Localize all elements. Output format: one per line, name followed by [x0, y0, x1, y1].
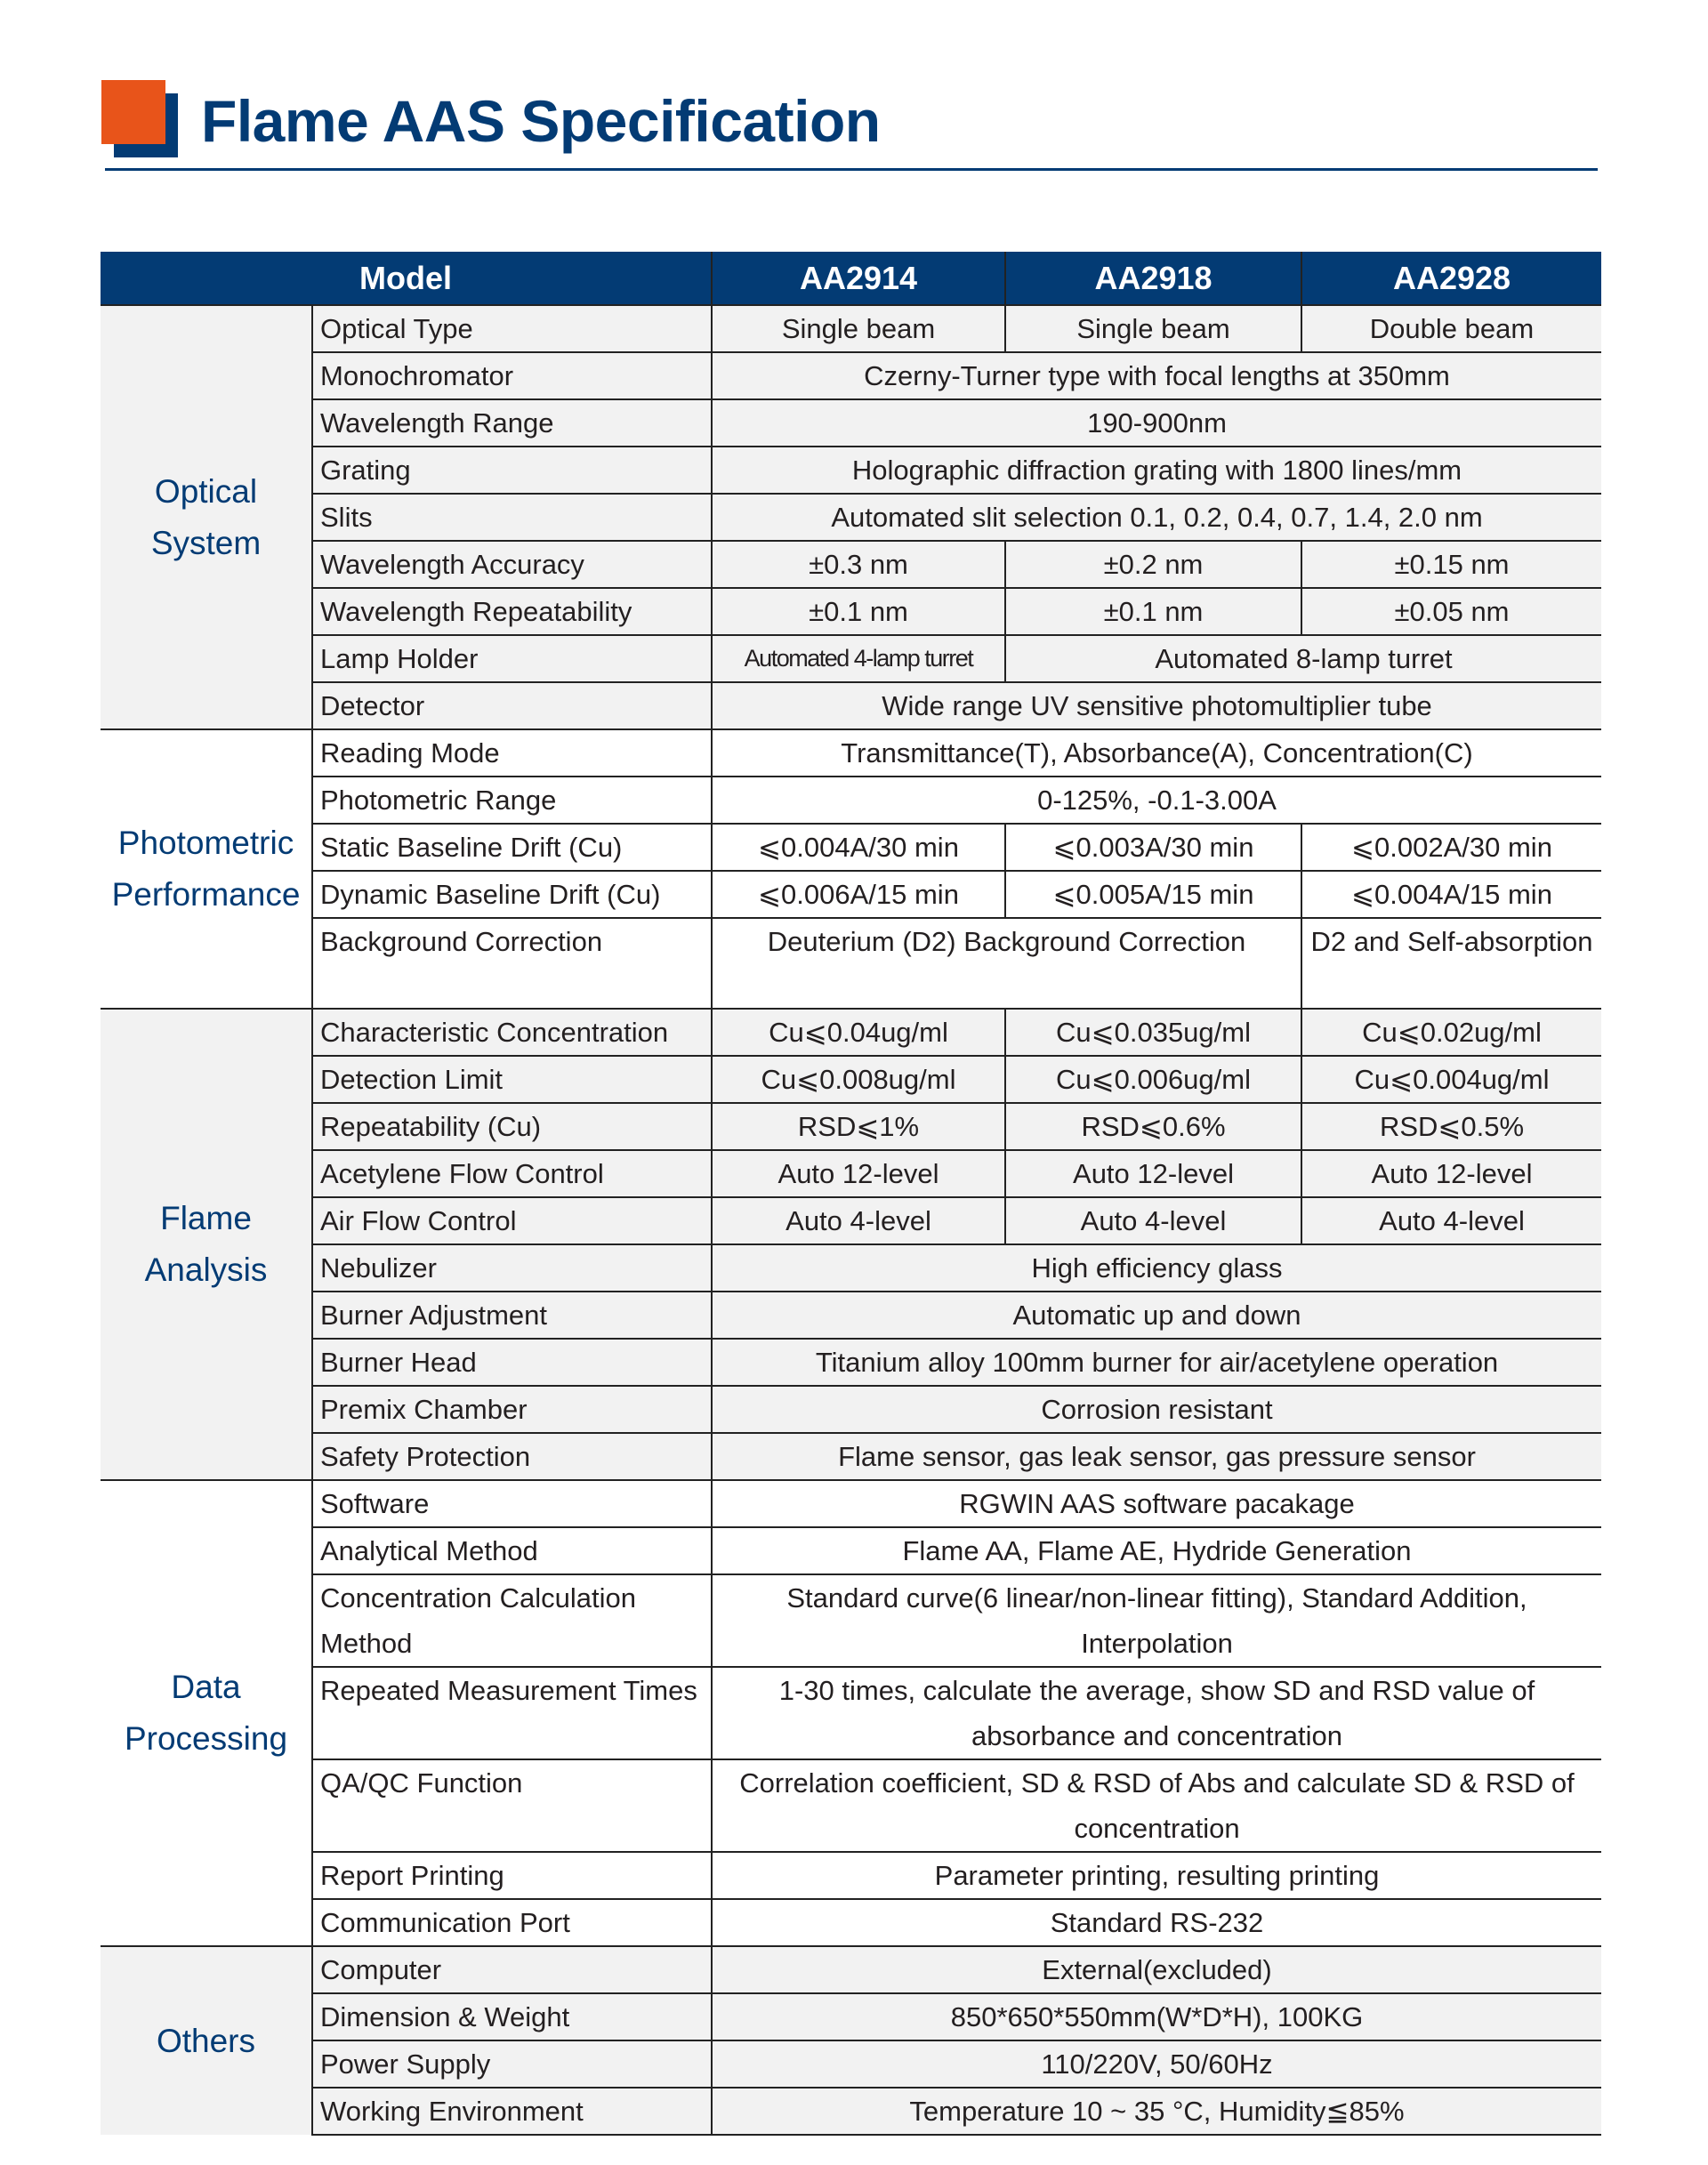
- table-row: [101, 1386, 1601, 1433]
- table-row: [101, 871, 1601, 918]
- section-label: Flame Analysis: [101, 1009, 312, 1480]
- table-header-row: [101, 252, 1601, 305]
- spec-value: Correlation coefficient, SD & RSD of Abs and calculate SD & RSD of concentration: [712, 1759, 1601, 1852]
- spec-value: Flame sensor, gas leak sensor, gas pressure sensor: [712, 1433, 1601, 1480]
- table-row: [101, 918, 1601, 1009]
- spec-label: Concentration Calculation Method: [312, 1574, 712, 1667]
- spec-label: Monochromator: [312, 352, 712, 399]
- spec-value: 110/220V, 50/60Hz: [712, 2040, 1601, 2088]
- spec-value: Single beam: [1005, 305, 1301, 352]
- spec-value: Flame AA, Flame AE, Hydride Generation: [712, 1527, 1601, 1574]
- spec-label: Nebulizer: [312, 1244, 712, 1292]
- table-row: [101, 541, 1601, 588]
- page-title: Flame AAS Specification: [201, 88, 881, 154]
- spec-label: Premix Chamber: [312, 1386, 712, 1433]
- spec-label: Wavelength Range: [312, 399, 712, 447]
- spec-value: ⩽0.003A/30 min: [1005, 824, 1301, 871]
- spec-value: Single beam: [712, 305, 1005, 352]
- header-model: Model: [101, 252, 712, 305]
- spec-label: Detector: [312, 682, 712, 729]
- table-row: [101, 305, 1601, 352]
- table-row: [101, 1946, 1601, 1993]
- spec-value: ⩽0.006A/15 min: [712, 871, 1005, 918]
- spec-label: Communication Port: [312, 1899, 712, 1946]
- table-row: [101, 1103, 1601, 1150]
- spec-value: Temperature 10 ~ 35 °C, Humidity≦85%: [712, 2088, 1601, 2135]
- spec-value: Corrosion resistant: [712, 1386, 1601, 1433]
- table-row: [101, 494, 1601, 541]
- spec-label: Dynamic Baseline Drift (Cu): [312, 871, 712, 918]
- table-row: [101, 1244, 1601, 1292]
- spec-value: RSD⩽0.6%: [1005, 1103, 1301, 1150]
- spec-value: Automated slit selection 0.1, 0.2, 0.4, 0.7, 1.4, 2.0 nm: [712, 494, 1601, 541]
- title-logo-icon: [101, 80, 178, 157]
- section-label: Photometric Performance: [101, 729, 312, 1009]
- table-row: [101, 824, 1601, 871]
- spec-value: 1-30 times, calculate the average, show SD and RSD value of absorbance and concentration: [712, 1667, 1601, 1759]
- spec-value: Wide range UV sensitive photomultiplier tube: [712, 682, 1601, 729]
- spec-label: Repeatability (Cu): [312, 1103, 712, 1150]
- spec-value: Holographic diffraction grating with 1800 lines/mm: [712, 447, 1601, 494]
- spec-value: Auto 4-level: [1005, 1197, 1301, 1244]
- table-row: [101, 1759, 1601, 1852]
- spec-value: ⩽0.004A/15 min: [1301, 871, 1601, 918]
- table-row: [101, 1667, 1601, 1759]
- table-row: [101, 1433, 1601, 1480]
- spec-value: 0-125%, -0.1-3.00A: [712, 777, 1601, 824]
- spec-value: ±0.3 nm: [712, 541, 1005, 588]
- spec-value: Czerny-Turner type with focal lengths at 350mm: [712, 352, 1601, 399]
- spec-label: Software: [312, 1480, 712, 1527]
- spec-value: Standard RS-232: [712, 1899, 1601, 1946]
- spec-value: External(excluded): [712, 1946, 1601, 1993]
- spec-value: Deuterium (D2) Background Correction: [712, 918, 1301, 1009]
- spec-label: Burner Head: [312, 1339, 712, 1386]
- table-row: [101, 399, 1601, 447]
- spec-label: Lamp Holder: [312, 635, 712, 682]
- section-label: Data Processing: [101, 1480, 312, 1946]
- spec-value: Auto 12-level: [1301, 1150, 1601, 1197]
- spec-value: RGWIN AAS software pacakage: [712, 1480, 1601, 1527]
- table-row: [101, 447, 1601, 494]
- spec-value: Cu⩽0.035ug/ml: [1005, 1009, 1301, 1056]
- spec-value: Cu⩽0.04ug/ml: [712, 1009, 1005, 1056]
- spec-value: ⩽0.005A/15 min: [1005, 871, 1301, 918]
- spec-table: [101, 252, 1601, 2136]
- table-row: [101, 352, 1601, 399]
- spec-value: Auto 12-level: [1005, 1150, 1301, 1197]
- section-label: Optical System: [101, 305, 312, 729]
- spec-label: Slits: [312, 494, 712, 541]
- table-row: [101, 1150, 1601, 1197]
- table-row: [101, 2040, 1601, 2088]
- spec-value: ±0.15 nm: [1301, 541, 1601, 588]
- spec-value: ±0.1 nm: [1005, 588, 1301, 635]
- table-row: [101, 777, 1601, 824]
- spec-label: QA/QC Function: [312, 1759, 712, 1852]
- table-row: [101, 1197, 1601, 1244]
- header-aa2914: AA2914: [712, 252, 1005, 305]
- spec-value: 850*650*550mm(W*D*H), 100KG: [712, 1993, 1601, 2040]
- spec-label: Characteristic Concentration: [312, 1009, 712, 1056]
- spec-value: Cu⩽0.006ug/ml: [1005, 1056, 1301, 1103]
- spec-value: Standard curve(6 linear/non-linear fitting), Standard Addition, Interpolation: [712, 1574, 1601, 1667]
- spec-label: Computer: [312, 1946, 712, 1993]
- table-row: [101, 635, 1601, 682]
- title-divider: [105, 168, 1598, 171]
- spec-label: Working Environment: [312, 2088, 712, 2135]
- spec-label: Background Correction: [312, 918, 712, 1009]
- spec-label: Acetylene Flow Control: [312, 1150, 712, 1197]
- table-row: [101, 1993, 1601, 2040]
- spec-label: Grating: [312, 447, 712, 494]
- spec-label: Dimension & Weight: [312, 1993, 712, 2040]
- spec-label: Power Supply: [312, 2040, 712, 2088]
- spec-value: Cu⩽0.004ug/ml: [1301, 1056, 1601, 1103]
- table-row: [101, 729, 1601, 777]
- spec-value: Auto 12-level: [712, 1150, 1005, 1197]
- spec-label: Analytical Method: [312, 1527, 712, 1574]
- table-row: [101, 1527, 1601, 1574]
- spec-value: Cu⩽0.008ug/ml: [712, 1056, 1005, 1103]
- table-row: [101, 682, 1601, 729]
- spec-value: Cu⩽0.02ug/ml: [1301, 1009, 1601, 1056]
- spec-value: Transmittance(T), Absorbance(A), Concentration(C): [712, 729, 1601, 777]
- spec-label: Detection Limit: [312, 1056, 712, 1103]
- spec-label: Static Baseline Drift (Cu): [312, 824, 712, 871]
- spec-value: D2 and Self-absorption: [1301, 918, 1601, 1009]
- table-row: [101, 1899, 1601, 1946]
- table-row: [101, 1339, 1601, 1386]
- logo-orange-square: [101, 80, 165, 144]
- spec-label: Air Flow Control: [312, 1197, 712, 1244]
- spec-label: Burner Adjustment: [312, 1292, 712, 1339]
- spec-value: ⩽0.002A/30 min: [1301, 824, 1601, 871]
- spec-value: RSD⩽0.5%: [1301, 1103, 1601, 1150]
- spec-value: High efficiency glass: [712, 1244, 1601, 1292]
- section-label: Others: [101, 1946, 312, 2135]
- table-row: [101, 1480, 1601, 1527]
- header-aa2918: AA2918: [1005, 252, 1301, 305]
- spec-label: Reading Mode: [312, 729, 712, 777]
- spec-value: Parameter printing, resulting printing: [712, 1852, 1601, 1899]
- spec-value: Auto 4-level: [712, 1197, 1005, 1244]
- table-row: [101, 1852, 1601, 1899]
- table-row: [101, 1574, 1601, 1667]
- spec-label: Photometric Range: [312, 777, 712, 824]
- spec-value: RSD⩽1%: [712, 1103, 1005, 1150]
- spec-value: Titanium alloy 100mm burner for air/acetylene operation: [712, 1339, 1601, 1386]
- spec-label: Optical Type: [312, 305, 712, 352]
- spec-value: Automated 8-lamp turret: [1005, 635, 1601, 682]
- spec-value: ±0.05 nm: [1301, 588, 1601, 635]
- header-aa2928: AA2928: [1301, 252, 1601, 305]
- spec-value: Auto 4-level: [1301, 1197, 1601, 1244]
- spec-label: Wavelength Repeatability: [312, 588, 712, 635]
- spec-value: 190-900nm: [712, 399, 1601, 447]
- spec-label: Repeated Measurement Times: [312, 1667, 712, 1759]
- table-row: [101, 1009, 1601, 1056]
- table-row: [101, 1292, 1601, 1339]
- spec-label: Safety Protection: [312, 1433, 712, 1480]
- spec-label: Wavelength Accuracy: [312, 541, 712, 588]
- spec-label: Report Printing: [312, 1852, 712, 1899]
- spec-value: Double beam: [1301, 305, 1601, 352]
- spec-value: ⩽0.004A/30 min: [712, 824, 1005, 871]
- table-row: [101, 1056, 1601, 1103]
- table-row: [101, 588, 1601, 635]
- spec-value: Automated 4-lamp turret: [712, 635, 1005, 682]
- table-row: [101, 2088, 1601, 2135]
- spec-value: Automatic up and down: [712, 1292, 1601, 1339]
- spec-value: ±0.1 nm: [712, 588, 1005, 635]
- spec-value: ±0.2 nm: [1005, 541, 1301, 588]
